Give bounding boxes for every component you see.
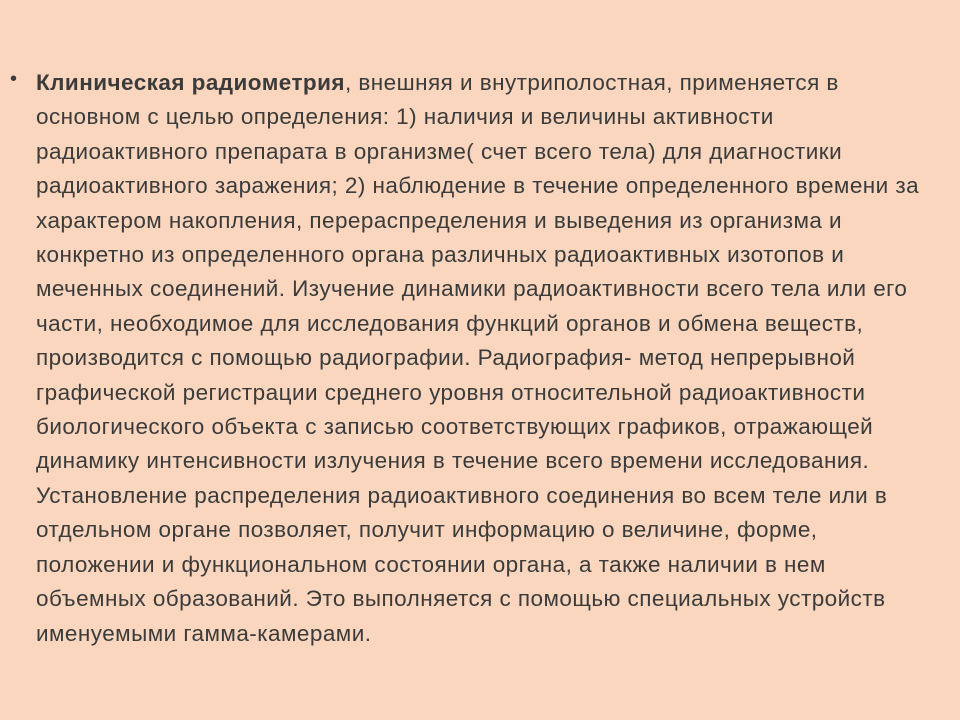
bold-term: Клиническая радиометрия bbox=[36, 70, 345, 95]
bullet-item bbox=[10, 66, 930, 651]
bullet-list bbox=[10, 66, 930, 651]
bullet-marker: • bbox=[10, 68, 18, 90]
paragraph-body: , внешняя и внутриполостная, применяется в основном с целью определения: 1) наличия и величины активности радиоактивного препарата в организме( счет всего тела) для диагностики радиоактивного заражения; 2) наблюдение в течение определенного времени за характером накопления, перераспределения и выведения из организма и конкретно из определенного органа различных радиоактивных изотопов и меченных соединений. Изучение динамики радиоактивности всего тела или его части, необходимое для исследования функций органов и обмена веществ, производится с помощью радиографии. Радиография- метод непрерывной графической регистрации среднего уровня относительной радиоактивности биологического объекта с записью соответствующих графиков, отражающей динамику интенсивности излучения в течение всего времени исследования. Установление распределения радиоактивного соединения во всем теле или в отдельном органе позволяет, получит информацию о величине, форме, положении и функциональном состоянии органа, а также наличии в нем объемных образований. Это выполняется с помощью специальных устройств именуемыми гамма-камерами. bbox=[36, 70, 920, 646]
bullet-paragraph bbox=[36, 66, 930, 651]
